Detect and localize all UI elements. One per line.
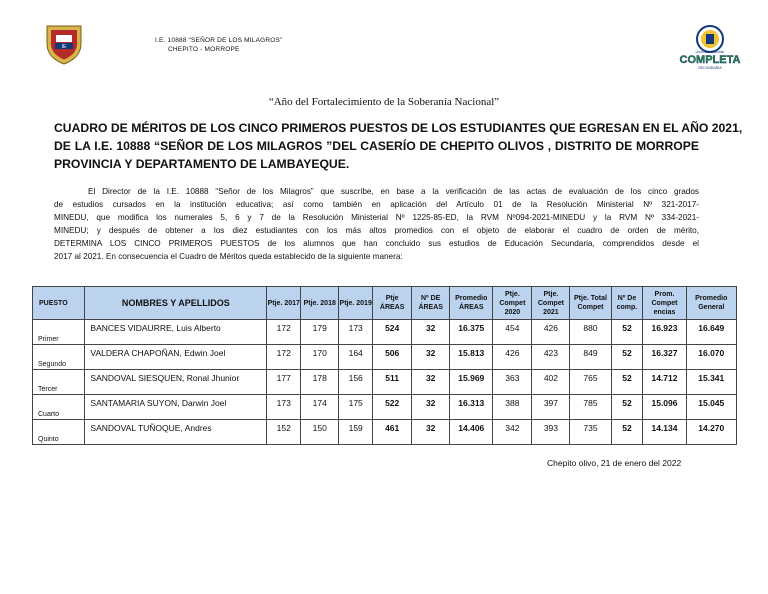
cell-puesto: Primer (33, 320, 85, 345)
cell-ptje-areas: 524 (373, 320, 412, 345)
cell-ptje-areas: 506 (373, 345, 412, 370)
school-name: I.E. 10888 “SEÑOR DE LOS MILAGROS” (155, 37, 283, 44)
cell-ptje-2018: 150 (301, 420, 339, 445)
cell-puesto: Cuarto (33, 395, 85, 420)
table-row (33, 420, 737, 445)
title-line: DE LA I.E. 10888 “SEÑOR DE LOS MILAGROS ”DEL CASERÍO DE CHEPITO OLIVOS , DISTRITO DE MORROPE (54, 139, 699, 153)
cell-n-areas: 32 (412, 370, 450, 395)
cell-promedio-general: 14.270 (686, 420, 736, 445)
jornada-escolar-completa-logo (672, 22, 748, 72)
svg-text:SECUNDARIA: SECUNDARIA (698, 66, 722, 70)
cell-promedio-general: 15.045 (686, 395, 736, 420)
cell-n-areas: 32 (412, 420, 450, 445)
body-paragraph (54, 185, 699, 264)
cell-compet-2021: 393 (532, 420, 570, 445)
col-header-compet-2020: Ptje. Compet 2020 (493, 287, 532, 320)
paragraph-line: 2017 al 2021. En consecuencia el Cuadro de Méritos queda establecido de la siguiente manera: (54, 252, 403, 262)
cell-prom-compet: 15.096 (643, 395, 686, 420)
svg-text:COMPLETA: COMPLETA (679, 54, 741, 66)
paragraph-line: de estudios cursados en la institución educativa; así como también en aplicación del Artículo 01 de la Resolución Ministerial Nº 321-2017- (54, 200, 699, 210)
cell-n-comp: 52 (611, 395, 643, 420)
cell-ptje-2018: 170 (301, 345, 339, 370)
cell-ptje-2017: 177 (267, 370, 301, 395)
school-heading (155, 36, 282, 54)
cell-ptje-2017: 173 (267, 395, 301, 420)
cell-ptje-2019: 159 (339, 420, 373, 445)
table-row (33, 345, 737, 370)
cell-prom-compet: 16.327 (643, 345, 686, 370)
col-header-ptje-2018: Ptje. 2018 (301, 287, 339, 320)
cell-ptje-2017: 172 (267, 345, 301, 370)
col-header-promedio-general: Promedio General (686, 287, 736, 320)
cell-nombre: SANDOVAL SIESQUEN, Ronal Jhunior (85, 370, 267, 395)
col-header-total-compet: Ptje. Total Compet (570, 287, 611, 320)
cell-promedio-areas: 16.313 (450, 395, 493, 420)
cell-prom-compet: 14.134 (643, 420, 686, 445)
svg-text:Jornada Escolar: Jornada Escolar (695, 49, 725, 54)
cell-ptje-2018: 174 (301, 395, 339, 420)
cell-ptje-2017: 152 (267, 420, 301, 445)
col-header-promedio-areas: Promedio ÁREAS (450, 287, 493, 320)
cell-compet-2020: 342 (493, 420, 532, 445)
cell-puesto: Quinto (33, 420, 85, 445)
cell-n-comp: 52 (611, 345, 643, 370)
cell-n-comp: 52 (611, 420, 643, 445)
cell-promedio-general: 16.649 (686, 320, 736, 345)
col-header-puesto: PUESTO (33, 287, 85, 320)
cell-promedio-general: 15.341 (686, 370, 736, 395)
col-header-ptje-areas: Ptje ÁREAS (373, 287, 412, 320)
school-shield-logo (44, 22, 84, 66)
paragraph-line: MINEDU, que modifica los numerales 5, 6 y 7 de la Resolución Ministerial Nº 1225-85-ED, la RVM Nº094-2021-MINEDU y la RVM Nº 334-2021- (54, 213, 699, 223)
cell-ptje-2019: 173 (339, 320, 373, 345)
cell-compet-2021: 397 (532, 395, 570, 420)
cell-ptje-2017: 172 (267, 320, 301, 345)
cell-compet-2020: 388 (493, 395, 532, 420)
cell-n-areas: 32 (412, 345, 450, 370)
table-row (33, 320, 737, 345)
cell-prom-compet: 16.923 (643, 320, 686, 345)
table-row (33, 370, 737, 395)
paragraph-line: El Director de la I.E. 10888 “Señor de los Milagros” que suscribe, en base a la verificación de las actas de evaluación de los cinco grados (88, 187, 699, 196)
cell-n-areas: 32 (412, 320, 450, 345)
col-header-ptje-2017: Ptje. 2017 (267, 287, 301, 320)
svg-text:IE: IE (61, 44, 67, 50)
cell-ptje-areas: 461 (373, 420, 412, 445)
year-motto: “Año del Fortalecimiento de la Soberanía Nacional” (268, 96, 500, 108)
cell-total-compet: 765 (570, 370, 611, 395)
merit-table (32, 286, 737, 445)
cell-ptje-2018: 178 (301, 370, 339, 395)
cell-nombre: VALDERA CHAPOÑAN, Edwin Joel (85, 345, 267, 370)
cell-promedio-areas: 14.406 (450, 420, 493, 445)
table-row (33, 395, 737, 420)
document-title (54, 119, 743, 173)
cell-compet-2020: 363 (493, 370, 532, 395)
col-header-compet-2021: Ptje. Compet 2021 (532, 287, 570, 320)
cell-ptje-areas: 511 (373, 370, 412, 395)
school-location: CHEPITO - MORROPE (168, 46, 240, 53)
date-line: Chepito olivo, 21 de enero del 2022 (547, 458, 682, 468)
col-header-ptje-2019: Ptje. 2019 (339, 287, 373, 320)
table-header-row (33, 287, 737, 320)
cell-promedio-areas: 15.969 (450, 370, 493, 395)
cell-ptje-2019: 164 (339, 345, 373, 370)
cell-compet-2020: 454 (493, 320, 532, 345)
cell-nombre: SANDOVAL TUÑOQUE, Andres (85, 420, 267, 445)
col-header-prom-compet: Prom. Compet encias (643, 287, 686, 320)
cell-total-compet: 849 (570, 345, 611, 370)
cell-nombre: SANTAMARIA SUYON, Darwin Joel (85, 395, 267, 420)
cell-puesto: Tercer (33, 370, 85, 395)
paragraph-line: DETERMINA LOS CINCO PRIMEROS PUESTOS de los alumnos que han concluido sus estudios de Educación Secundaria, comprendidos desde el (54, 239, 699, 249)
col-header-nombres: NOMBRES Y APELLIDOS (85, 287, 267, 320)
cell-total-compet: 880 (570, 320, 611, 345)
cell-ptje-2018: 179 (301, 320, 339, 345)
cell-compet-2021: 426 (532, 320, 570, 345)
col-header-n-areas: Nº DE ÁREAS (412, 287, 450, 320)
title-line: PROVINCIA Y DEPARTAMENTO DE LAMBAYEQUE. (54, 157, 350, 171)
cell-prom-compet: 14.712 (643, 370, 686, 395)
cell-ptje-2019: 156 (339, 370, 373, 395)
paragraph-line: MINEDU; y después de obtener a los diez estudiantes con los más altos promedios con el objeto de elaborar el cuadro de orden de mérito, (54, 226, 699, 236)
cell-n-comp: 52 (611, 370, 643, 395)
cell-compet-2021: 402 (532, 370, 570, 395)
cell-compet-2020: 426 (493, 345, 532, 370)
cell-n-areas: 32 (412, 395, 450, 420)
cell-nombre: BANCES VIDAURRE, Luis Alberto (85, 320, 267, 345)
cell-compet-2021: 423 (532, 345, 570, 370)
col-header-n-comp: Nº De comp. (611, 287, 643, 320)
cell-promedio-areas: 16.375 (450, 320, 493, 345)
title-line: CUADRO DE MÉRITOS DE LOS CINCO PRIMEROS PUESTOS DE LOS ESTUDIANTES QUE EGRESAN EN EL AÑO 2021, (54, 121, 743, 135)
cell-ptje-2019: 175 (339, 395, 373, 420)
cell-ptje-areas: 522 (373, 395, 412, 420)
cell-total-compet: 785 (570, 395, 611, 420)
cell-total-compet: 735 (570, 420, 611, 445)
cell-promedio-general: 16.070 (686, 345, 736, 370)
cell-n-comp: 52 (611, 320, 643, 345)
cell-puesto: Segundo (33, 345, 85, 370)
cell-promedio-areas: 15.813 (450, 345, 493, 370)
